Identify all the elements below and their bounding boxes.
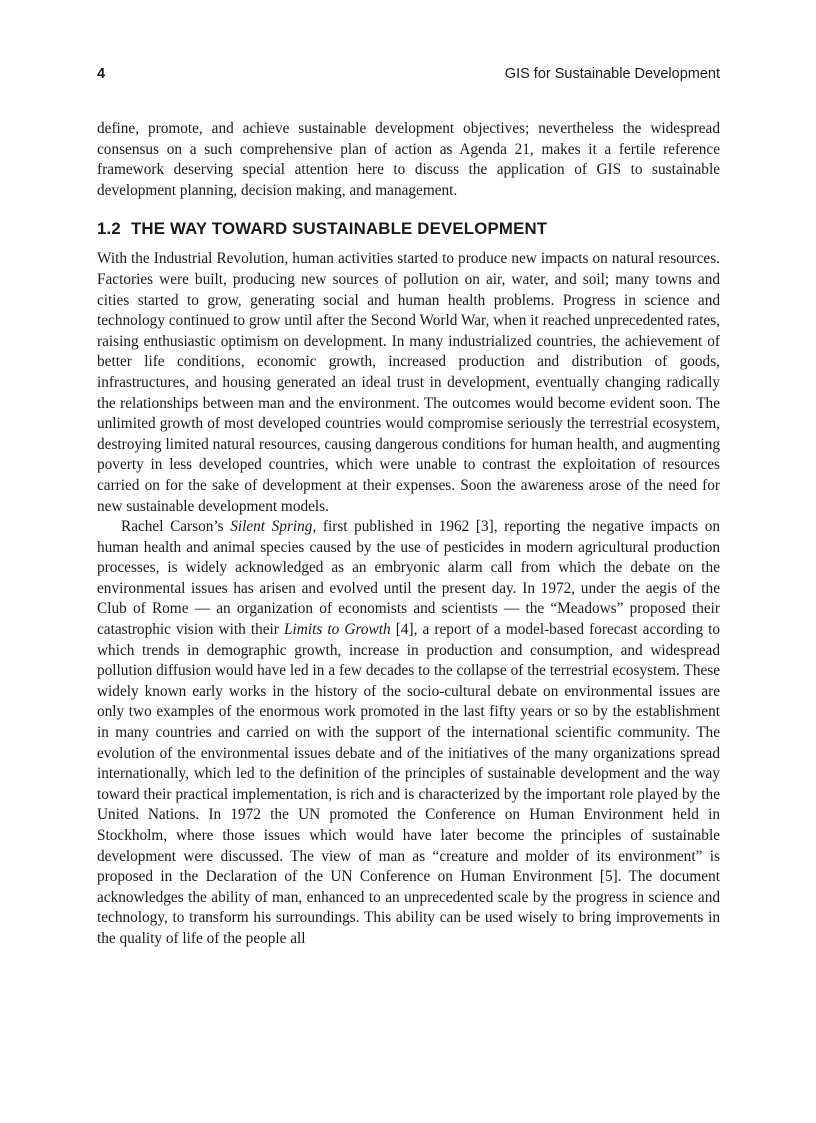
book-title-limits-to-growth: Limits to Growth (284, 621, 391, 639)
paragraph-text-segment: [4], a report of a model-based forecast according to which trends in demographic growth, increase in production and consumption, and widespread pollution diffusion would have led in a few decades to the collapse of the terrestrial ecosystem. These widely known early works in the history of the socio-cultural debate on environmental issues are only two examples of the enormous work promoted in the last fifty years or so by the establishment in many countries and carried on with the support of the international scientific community. The evolution of the environmental issues debate and of the initiatives of the many organizations spread internationally, which led to the definition of the principles of sustainable development and the way toward their practical implementation, is rich and is characterized by the important role played by the United Nations. In 1972 the UN promoted the Conference on Human Environment held in Stockholm, where those issues which would have later become the principles of sustainable development were discussed. The view of man as “creature and molder of its environment” is proposed in the Declaration of the UN Conference on Human Environment [5]. The document acknowledges the ability of man, enhanced to an unprecedented scale by the progress in science and technology, to transform his surroundings. This ability can be used wisely to bring improvements in the quality of life of the people all (97, 621, 720, 947)
body-text (97, 119, 720, 950)
section-number: 1.2 (97, 219, 121, 239)
paragraph-text-segment: Rachel Carson’s (121, 518, 231, 536)
intro-paragraph: define, promote, and achieve sustainable development objectives; nevertheless the widespread consensus on a such comprehensive plan of action as Agenda 21, makes it a fertile reference framework deserving special attention here to discuss the application of GIS to sustainable development planning, decision making, and management. (97, 120, 720, 199)
page-number: 4 (97, 66, 106, 82)
paragraph-industrial-revolution: With the Industrial Revolution, human activities started to produce new impacts on natural resources. Factories were built, producing new sources of pollution on air, water, and soil; many towns and cities started to grow, generating social and human health problems. Progress in science and technology continued to grow until after the Second World War, when it reached unprecedented rates, raising enthusiastic optimism on development. In many industrialized countries, the achievement of better life conditions, economic growth, increased production and distribution of goods, infrastructures, and housing generated an ideal trust in development, eventually changing radically the relationships between man and the environment. The outcomes would become evident soon. The unlimited growth of most developed countries would compromise seriously the terrestrial ecosystem, destroying limited natural resources, causing dangerous conditions for human health, and augmenting poverty in less developed countries, which were unable to contrast the exploitation of resources carried on for the sake of development at their expenses. Soon the awareness arose of the need for new sustainable development models. (97, 250, 720, 515)
paragraph-text-segment: first published in 1962 [3], reporting the negative impacts on human health and animal species caused by the use of pesticides in modern agricultural production processes, is widely acknowledged as an embryonic alarm call from which the debate on the environmental issues has arisen and evolved until the present day. In 1972, under the aegis of the Club of Rome — an organization of economists and scientists — the “Meadows” proposed their catastrophic vision with their (97, 518, 720, 639)
section-title: THE WAY TOWARD SUSTAINABLE DEVELOPMENT (130, 219, 548, 239)
book-title-silent-spring: Silent Spring, (230, 518, 317, 536)
paragraph-silent-spring (97, 517, 720, 949)
running-header (97, 66, 720, 82)
running-title: GIS for Sustainable Development (504, 66, 720, 82)
section-heading (97, 218, 720, 240)
